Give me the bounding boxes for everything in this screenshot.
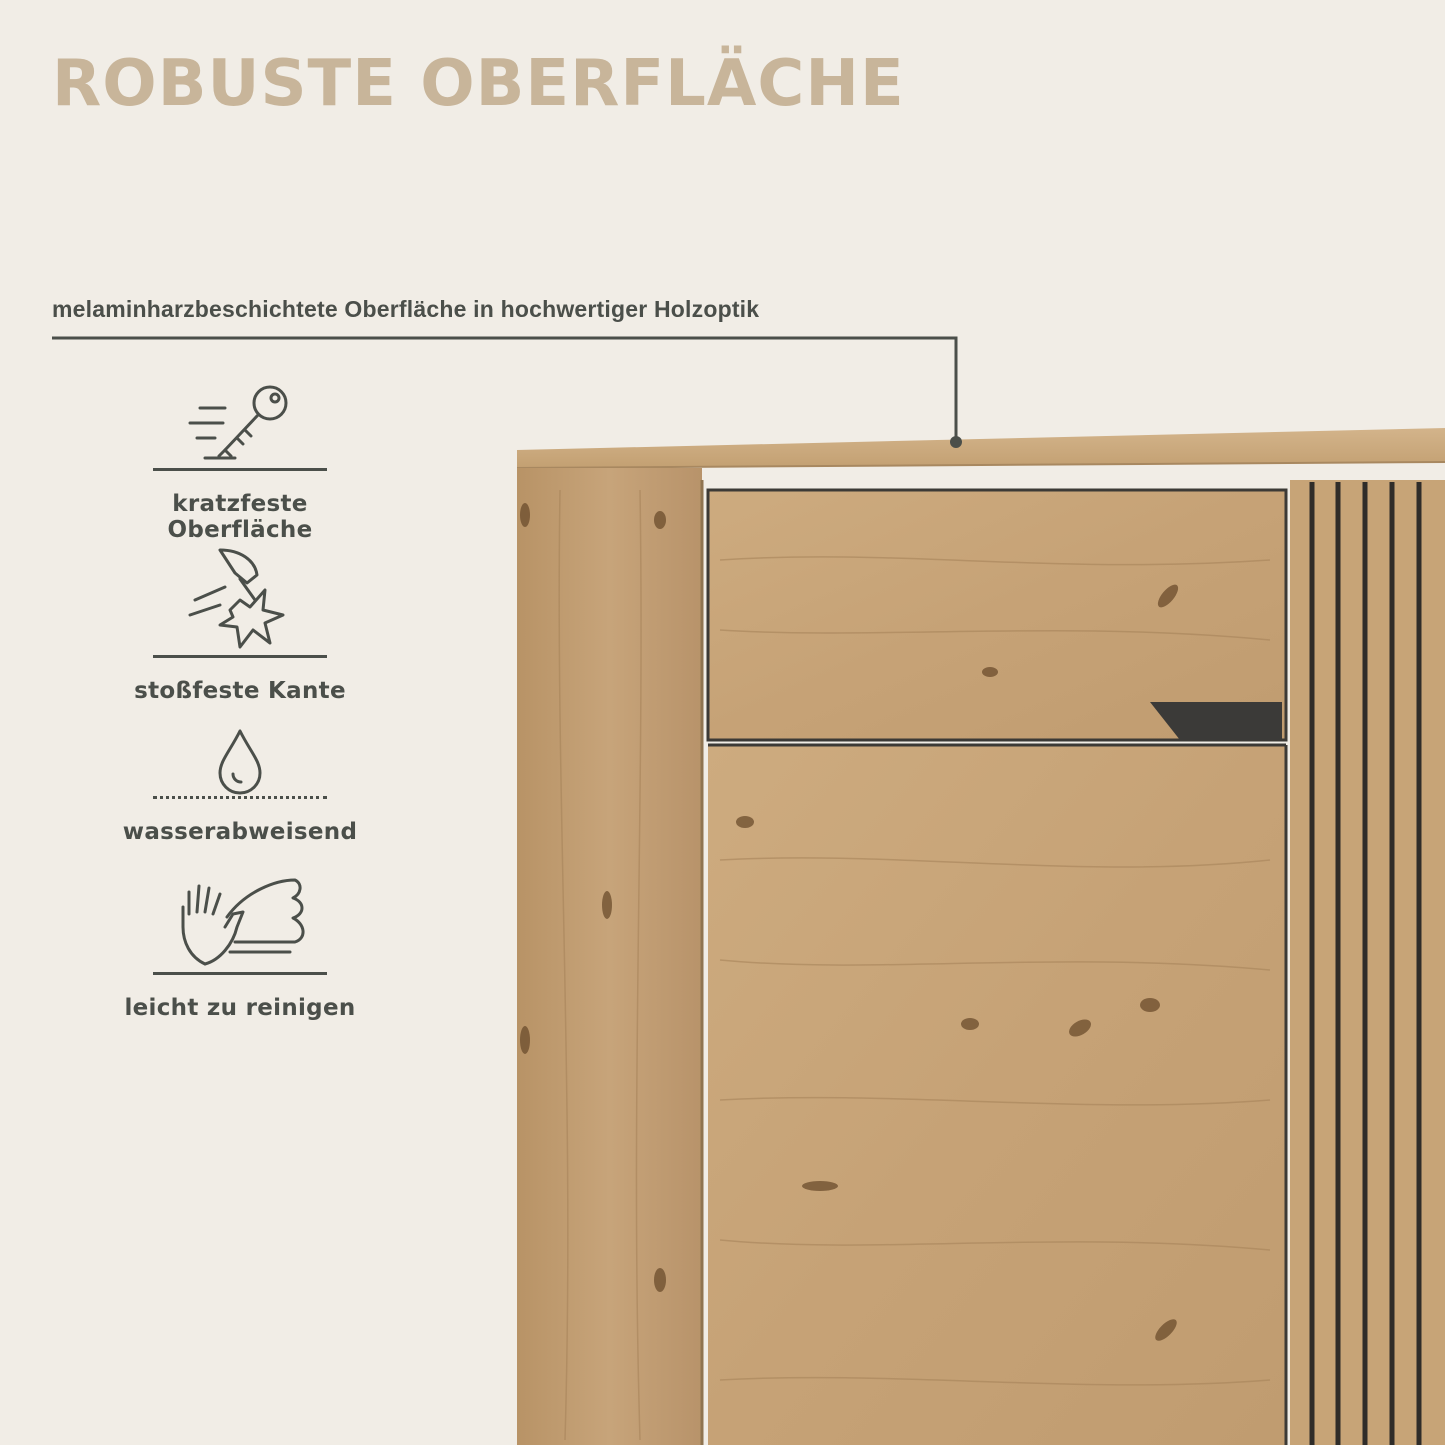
feature-easy-clean [120,872,360,1021]
divider [153,796,327,799]
feature-label: leicht zu reinigen [124,995,356,1021]
feature-label: stoßfeste Kante [134,678,346,704]
key-scratch-icon [185,378,295,468]
feature-scratch-resistant [120,378,360,543]
feature-label: wasserabweisend [122,819,358,845]
wiping-hand-icon [165,872,315,972]
hammer-impact-icon [185,545,295,655]
divider [153,972,327,975]
feature-label: kratzfeste Oberfläche [167,491,313,543]
page-title: ROBUSTE OBERFLÄCHE [52,47,905,121]
water-drop-icon [185,726,295,796]
divider [153,655,327,658]
feature-impact-resistant [120,545,360,704]
surface-description: melaminharzbeschichtete Oberfläche in hochwertiger Holzoptik [52,296,760,322]
divider [153,468,327,471]
feature-water-repellent [120,726,360,845]
